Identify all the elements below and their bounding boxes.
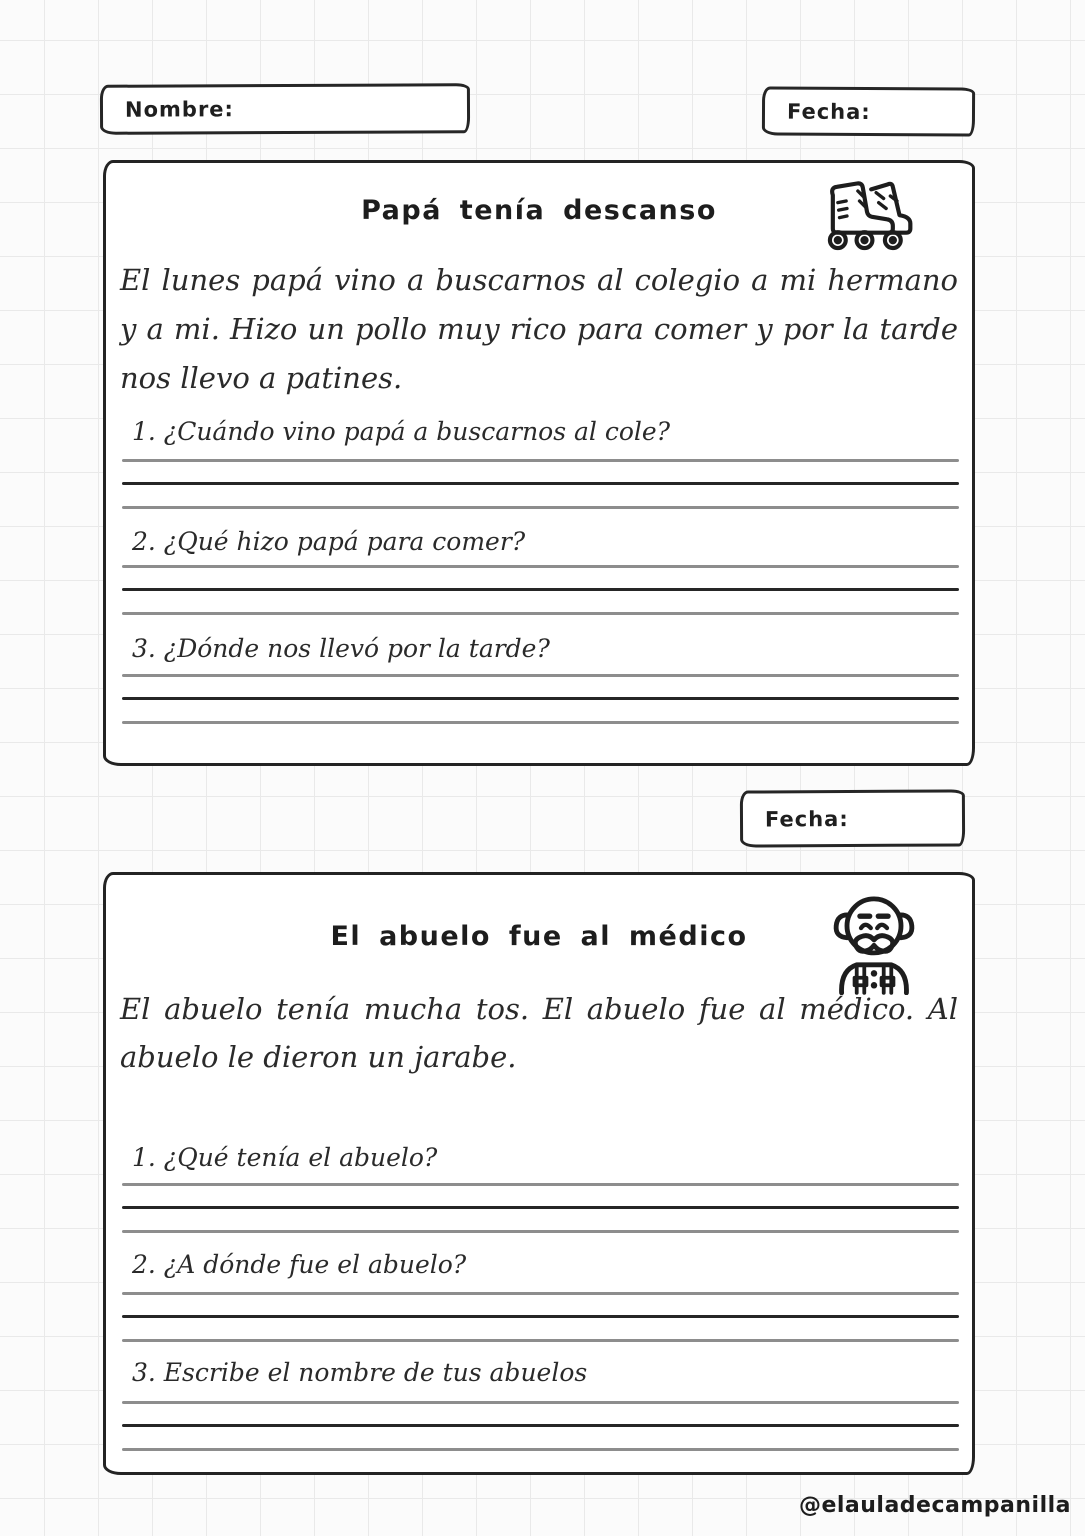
worksheet1-answer-lines-3: [122, 674, 959, 726]
worksheet2-question-1: 1. ¿Qué tenía el abuelo?: [132, 1143, 438, 1172]
writing-line: [122, 1339, 959, 1342]
grandpa-icon: [820, 887, 928, 995]
worksheet2-question-2: 2. ¿A dónde fue el abuelo?: [132, 1250, 467, 1279]
writing-line: [122, 1424, 959, 1427]
writing-line: [122, 506, 959, 509]
worksheet1-title: Papá tenía descanso: [361, 195, 717, 226]
name-label: Nombre:: [124, 97, 234, 122]
writing-line: [122, 459, 959, 462]
worksheet1-question-3: 3. ¿Dónde nos llevó por la tarde?: [132, 634, 550, 663]
worksheet-el-abuelo: [103, 872, 975, 1475]
writing-line: [122, 1315, 959, 1318]
worksheet2-title: El abuelo fue al médico: [330, 921, 748, 952]
writing-line: [122, 721, 959, 724]
writing-line: [122, 674, 959, 677]
date-field-box-top: [762, 86, 975, 136]
writing-line: [122, 697, 959, 700]
writing-line: [122, 612, 959, 615]
writing-line: [122, 565, 959, 568]
date-label: Fecha:: [786, 99, 871, 124]
writing-line: [122, 588, 959, 591]
worksheet2-answer-lines-3: [122, 1401, 959, 1453]
date-label: Fecha:: [764, 806, 849, 831]
worksheet2-question-3: 3. Escribe el nombre de tus abuelos: [132, 1358, 588, 1387]
worksheet2-passage: El abuelo tenía mucha tos. El abuelo fue al médico. Al abuelo le dieron un jarabe.: [120, 992, 958, 1074]
worksheet-papa-tenia-descanso: [103, 160, 975, 766]
author-watermark: @elauladecampanilla: [798, 1493, 1071, 1518]
writing-line: [122, 1206, 959, 1209]
worksheet2-answer-lines-2: [122, 1292, 959, 1344]
date-field-box-middle: [740, 789, 965, 847]
writing-line: [122, 482, 959, 485]
worksheet1-passage: El lunes papá vino a buscarnos al colegio a mi hermano y a mi. Hizo un pollo muy rico para comer y por la tarde nos llevo a patines.: [120, 263, 958, 395]
worksheet1-answer-lines-2: [122, 565, 959, 617]
writing-line: [122, 1230, 959, 1233]
name-field-box: [100, 83, 470, 135]
writing-line: [122, 1292, 959, 1295]
worksheet2-answer-lines-1: [122, 1183, 959, 1235]
worksheet1-answer-lines-1: [122, 459, 959, 511]
writing-line: [122, 1183, 959, 1186]
writing-line: [122, 1401, 959, 1404]
worksheet1-question-2: 2. ¿Qué hizo papá para comer?: [132, 527, 526, 556]
roller-skates-icon: [814, 181, 920, 251]
worksheet1-question-1: 1. ¿Cuándo vino papá a buscarnos al cole?: [132, 417, 671, 446]
writing-line: [122, 1448, 959, 1451]
